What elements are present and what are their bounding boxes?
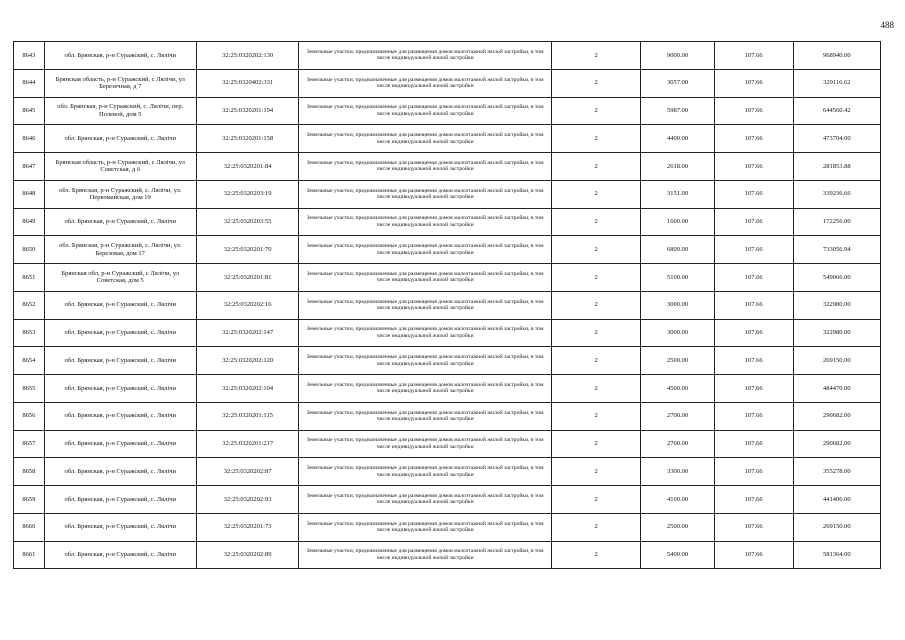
cadastral-value-cell: 269150.00: [793, 347, 880, 375]
table-row: [14, 208, 881, 236]
address-cell: обл. Брянская, р-н Суражский, с. Лялічи: [44, 513, 196, 541]
cadastral-value-cell: 733056.94: [793, 236, 880, 264]
cadastral-value-cell: 549066.00: [793, 264, 880, 292]
area-cell: 4100.00: [641, 486, 714, 514]
table-row: [14, 291, 881, 319]
category-cell: 2: [551, 458, 641, 486]
table-row: [14, 402, 881, 430]
address-cell: обл. Брянская, р-н Суражский, с. Лялічи: [44, 486, 196, 514]
specific-value-cell: 107.66: [714, 319, 793, 347]
area-cell: 3057.00: [641, 69, 714, 97]
row-number-cell: 8660: [14, 513, 45, 541]
cadastral-number-cell: 32:25:0320201:70: [196, 236, 299, 264]
row-number-cell: 8648: [14, 180, 45, 208]
specific-value-cell: 107.66: [714, 486, 793, 514]
table-row: [14, 458, 881, 486]
category-cell: 2: [551, 319, 641, 347]
row-number-cell: 8649: [14, 208, 45, 236]
row-number-cell: 8659: [14, 486, 45, 514]
permitted-use-cell: Земельные участки, предназначенные для размещения домов малоэтажной жилой застройки, в том числе индивидуальной жилой застройки: [299, 264, 551, 292]
page-number: 488: [880, 20, 894, 30]
category-cell: 2: [551, 180, 641, 208]
cadastral-value-cell: 644560.42: [793, 97, 880, 125]
cadastral-number-cell: 32:25:0320201:73: [196, 513, 299, 541]
category-cell: 2: [551, 402, 641, 430]
cadastral-number-cell: 32:25:0320202:16: [196, 291, 299, 319]
row-number-cell: 8658: [14, 458, 45, 486]
row-number-cell: 8661: [14, 541, 45, 569]
address-cell: обл. Брянская, р-н Суражский, с. Лялічи: [44, 42, 196, 70]
specific-value-cell: 107.66: [714, 208, 793, 236]
table-row: [14, 180, 881, 208]
table-row: [14, 375, 881, 403]
specific-value-cell: 107.66: [714, 513, 793, 541]
cadastral-value-cell: 339236.66: [793, 180, 880, 208]
address-cell: Брянская обл, р-н Суражский, с Лялічи, ул Советская, дом 5: [44, 264, 196, 292]
area-cell: 5987.00: [641, 97, 714, 125]
cadastral-value-cell: 968940.00: [793, 42, 880, 70]
table-row: [14, 69, 881, 97]
cadastral-number-cell: 32:25:0320201:158: [196, 125, 299, 153]
permitted-use-cell: Земельные участки, предназначенные для размещения домов малоэтажной жилой застройки, в том числе индивидуальной жилой застройки: [299, 458, 551, 486]
specific-value-cell: 107.66: [714, 402, 793, 430]
address-cell: обл. Брянская, р-н Суражский, с. Лялічи: [44, 458, 196, 486]
cadastral-number-cell: 32:25:0320203:55: [196, 208, 299, 236]
specific-value-cell: 107.66: [714, 236, 793, 264]
specific-value-cell: 107.66: [714, 264, 793, 292]
address-cell: обл. Брянская, р-н Суражский, с. Лялічи: [44, 125, 196, 153]
address-cell: обл. Брянская, р-н Суражский, с. Лялічи, пер. Полевой, дом 5: [44, 97, 196, 125]
permitted-use-cell: Земельные участки, предназначенные для размещения домов малоэтажной жилой застройки, в том числе индивидуальной жилой застройки: [299, 430, 551, 458]
permitted-use-cell: Земельные участки, предназначенные для размещения домов малоэтажной жилой застройки, в том числе индивидуальной жилой застройки: [299, 69, 551, 97]
specific-value-cell: 107.66: [714, 375, 793, 403]
row-number-cell: 8653: [14, 319, 45, 347]
cadastral-value-cell: 322980.00: [793, 319, 880, 347]
permitted-use-cell: Земельные участки, предназначенные для размещения домов малоэтажной жилой застройки, в том числе индивидуальной жилой застройки: [299, 97, 551, 125]
cadastral-value-cell: 473704.00: [793, 125, 880, 153]
address-cell: обл. Брянская, р-н Суражский, с. Лялічи: [44, 430, 196, 458]
address-cell: обл. Брянская, р-н Суражский, с. Лялічи: [44, 347, 196, 375]
area-cell: 3300.00: [641, 458, 714, 486]
cadastral-number-cell: 32:25:0320201:115: [196, 402, 299, 430]
cadastral-value-cell: 290682.00: [793, 402, 880, 430]
area-cell: 2500.00: [641, 513, 714, 541]
row-number-cell: 8656: [14, 402, 45, 430]
address-cell: обл. Брянская, р-н Суражский, с. Лялічи: [44, 208, 196, 236]
address-cell: Брянская область, р-н Суражский, с Лялічи, ул Советская, д 6: [44, 153, 196, 181]
cadastral-number-cell: 32:25:0320202:147: [196, 319, 299, 347]
cadastral-value-cell: 269150.00: [793, 513, 880, 541]
specific-value-cell: 107.66: [714, 430, 793, 458]
table-row: [14, 97, 881, 125]
cadastral-value-cell: 172256.00: [793, 208, 880, 236]
permitted-use-cell: Земельные участки, предназначенные для размещения домов малоэтажной жилой застройки, в том числе индивидуальной жилой застройки: [299, 291, 551, 319]
permitted-use-cell: Земельные участки, предназначенные для размещения домов малоэтажной жилой застройки, в том числе индивидуальной жилой застройки: [299, 375, 551, 403]
cadastral-number-cell: 32:25:0320202:130: [196, 42, 299, 70]
permitted-use-cell: Земельные участки, предназначенные для размещения домов малоэтажной жилой застройки, в том числе индивидуальной жилой застройки: [299, 319, 551, 347]
category-cell: 2: [551, 42, 641, 70]
table-row: [14, 236, 881, 264]
table-row: [14, 319, 881, 347]
land-plots-table: [13, 41, 881, 569]
cadastral-number-cell: 32:25:0320203:19: [196, 180, 299, 208]
row-number-cell: 8652: [14, 291, 45, 319]
table-row: [14, 513, 881, 541]
permitted-use-cell: Земельные участки, предназначенные для размещения домов малоэтажной жилой застройки, в том числе индивидуальной жилой застройки: [299, 541, 551, 569]
category-cell: 2: [551, 291, 641, 319]
permitted-use-cell: Земельные участки, предназначенные для размещения домов малоэтажной жилой застройки, в том числе индивидуальной жилой застройки: [299, 180, 551, 208]
area-cell: 2500.00: [641, 347, 714, 375]
address-cell: обл. Брянская, р-н Суражский, с. Лялічи, ул. Первомайская, дом 19: [44, 180, 196, 208]
category-cell: 2: [551, 486, 641, 514]
category-cell: 2: [551, 541, 641, 569]
address-cell: обл. Брянская, р-н Суражский, с. Лялічи: [44, 291, 196, 319]
cadastral-number-cell: 32:25:0320201:194: [196, 97, 299, 125]
specific-value-cell: 107.66: [714, 180, 793, 208]
area-cell: 3000.00: [641, 319, 714, 347]
row-number-cell: 8650: [14, 236, 45, 264]
cadastral-number-cell: 32:25:0320201:217: [196, 430, 299, 458]
address-cell: обл. Брянская, р-н Суражский, с. Лялічи: [44, 319, 196, 347]
cadastral-number-cell: 32:25:0320202:93: [196, 486, 299, 514]
cadastral-number-cell: 32:25:0320202:87: [196, 458, 299, 486]
table-row: [14, 541, 881, 569]
specific-value-cell: 107.66: [714, 541, 793, 569]
cadastral-number-cell: 32:25:0320202:104: [196, 375, 299, 403]
table-row: [14, 42, 881, 70]
specific-value-cell: 107.66: [714, 125, 793, 153]
row-number-cell: 8645: [14, 97, 45, 125]
area-cell: 4500.00: [641, 375, 714, 403]
category-cell: 2: [551, 513, 641, 541]
cadastral-value-cell: 441406.00: [793, 486, 880, 514]
row-number-cell: 8654: [14, 347, 45, 375]
area-cell: 9000.00: [641, 42, 714, 70]
category-cell: 2: [551, 264, 641, 292]
cadastral-number-cell: 32:25:0320402:331: [196, 69, 299, 97]
cadastral-number-cell: 32:25:0320202:120: [196, 347, 299, 375]
area-cell: 2700.00: [641, 430, 714, 458]
specific-value-cell: 107.66: [714, 347, 793, 375]
row-number-cell: 8657: [14, 430, 45, 458]
category-cell: 2: [551, 69, 641, 97]
permitted-use-cell: Земельные участки, предназначенные для размещения домов малоэтажной жилой застройки, в том числе индивидуальной жилой застройки: [299, 347, 551, 375]
category-cell: 2: [551, 347, 641, 375]
table-row: [14, 430, 881, 458]
cadastral-value-cell: 281853.88: [793, 153, 880, 181]
address-cell: обл. Брянская, р-н Суражский, с. Лялічи: [44, 402, 196, 430]
cadastral-number-cell: 32:25:0320201:84: [196, 153, 299, 181]
row-number-cell: 8643: [14, 42, 45, 70]
area-cell: 6809.00: [641, 236, 714, 264]
category-cell: 2: [551, 125, 641, 153]
address-cell: Брянская область, р-н Суражский, с Лялічи, ул Березечная, д 7: [44, 69, 196, 97]
permitted-use-cell: Земельные участки, предназначенные для размещения домов малоэтажной жилой застройки, в том числе индивидуальной жилой застройки: [299, 153, 551, 181]
row-number-cell: 8651: [14, 264, 45, 292]
area-cell: 2618.00: [641, 153, 714, 181]
area-cell: 4400.00: [641, 125, 714, 153]
table-row: [14, 153, 881, 181]
table-row: [14, 125, 881, 153]
area-cell: 2700.00: [641, 402, 714, 430]
category-cell: 2: [551, 97, 641, 125]
specific-value-cell: 107.66: [714, 458, 793, 486]
cadastral-value-cell: 355278.00: [793, 458, 880, 486]
category-cell: 2: [551, 208, 641, 236]
specific-value-cell: 107.66: [714, 42, 793, 70]
row-number-cell: 8646: [14, 125, 45, 153]
permitted-use-cell: Земельные участки, предназначенные для размещения домов малоэтажной жилой застройки, в том числе индивидуальной жилой застройки: [299, 513, 551, 541]
table-row: [14, 486, 881, 514]
area-cell: 5400.00: [641, 541, 714, 569]
permitted-use-cell: Земельные участки, предназначенные для размещения домов малоэтажной жилой застройки, в том числе индивидуальной жилой застройки: [299, 208, 551, 236]
cadastral-value-cell: 484470.00: [793, 375, 880, 403]
specific-value-cell: 107.66: [714, 69, 793, 97]
specific-value-cell: 107.66: [714, 291, 793, 319]
row-number-cell: 8647: [14, 153, 45, 181]
permitted-use-cell: Земельные участки, предназначенные для размещения домов малоэтажной жилой застройки, в том числе индивидуальной жилой застройки: [299, 42, 551, 70]
permitted-use-cell: Земельные участки, предназначенные для размещения домов малоэтажной жилой застройки, в том числе индивидуальной жилой застройки: [299, 125, 551, 153]
address-cell: обл. Брянская, р-н Суражский, с. Лялічи, ул. Березовая, дом 17: [44, 236, 196, 264]
address-cell: обл. Брянская, р-н Суражский, с. Лялічи: [44, 541, 196, 569]
category-cell: 2: [551, 430, 641, 458]
cadastral-value-cell: 290682.00: [793, 430, 880, 458]
area-cell: 5100.00: [641, 264, 714, 292]
cadastral-value-cell: 581364.00: [793, 541, 880, 569]
address-cell: обл. Брянская, р-н Суражский, с. Лялічи: [44, 375, 196, 403]
table-row: [14, 264, 881, 292]
category-cell: 2: [551, 153, 641, 181]
table-body: [14, 42, 881, 569]
category-cell: 2: [551, 375, 641, 403]
category-cell: 2: [551, 236, 641, 264]
permitted-use-cell: Земельные участки, предназначенные для размещения домов малоэтажной жилой застройки, в том числе индивидуальной жилой застройки: [299, 236, 551, 264]
permitted-use-cell: Земельные участки, предназначенные для размещения домов малоэтажной жилой застройки, в том числе индивидуальной жилой застройки: [299, 402, 551, 430]
cadastral-number-cell: 32:25:0320201:81: [196, 264, 299, 292]
table-row: [14, 347, 881, 375]
row-number-cell: 8655: [14, 375, 45, 403]
specific-value-cell: 107.66: [714, 153, 793, 181]
row-number-cell: 8644: [14, 69, 45, 97]
cadastral-number-cell: 32:25:0320202:89: [196, 541, 299, 569]
specific-value-cell: 107.66: [714, 97, 793, 125]
cadastral-value-cell: 322980.00: [793, 291, 880, 319]
cadastral-value-cell: 329116.62: [793, 69, 880, 97]
area-cell: 3000.00: [641, 291, 714, 319]
permitted-use-cell: Земельные участки, предназначенные для размещения домов малоэтажной жилой застройки, в том числе индивидуальной жилой застройки: [299, 486, 551, 514]
area-cell: 3151.00: [641, 180, 714, 208]
area-cell: 1600.00: [641, 208, 714, 236]
